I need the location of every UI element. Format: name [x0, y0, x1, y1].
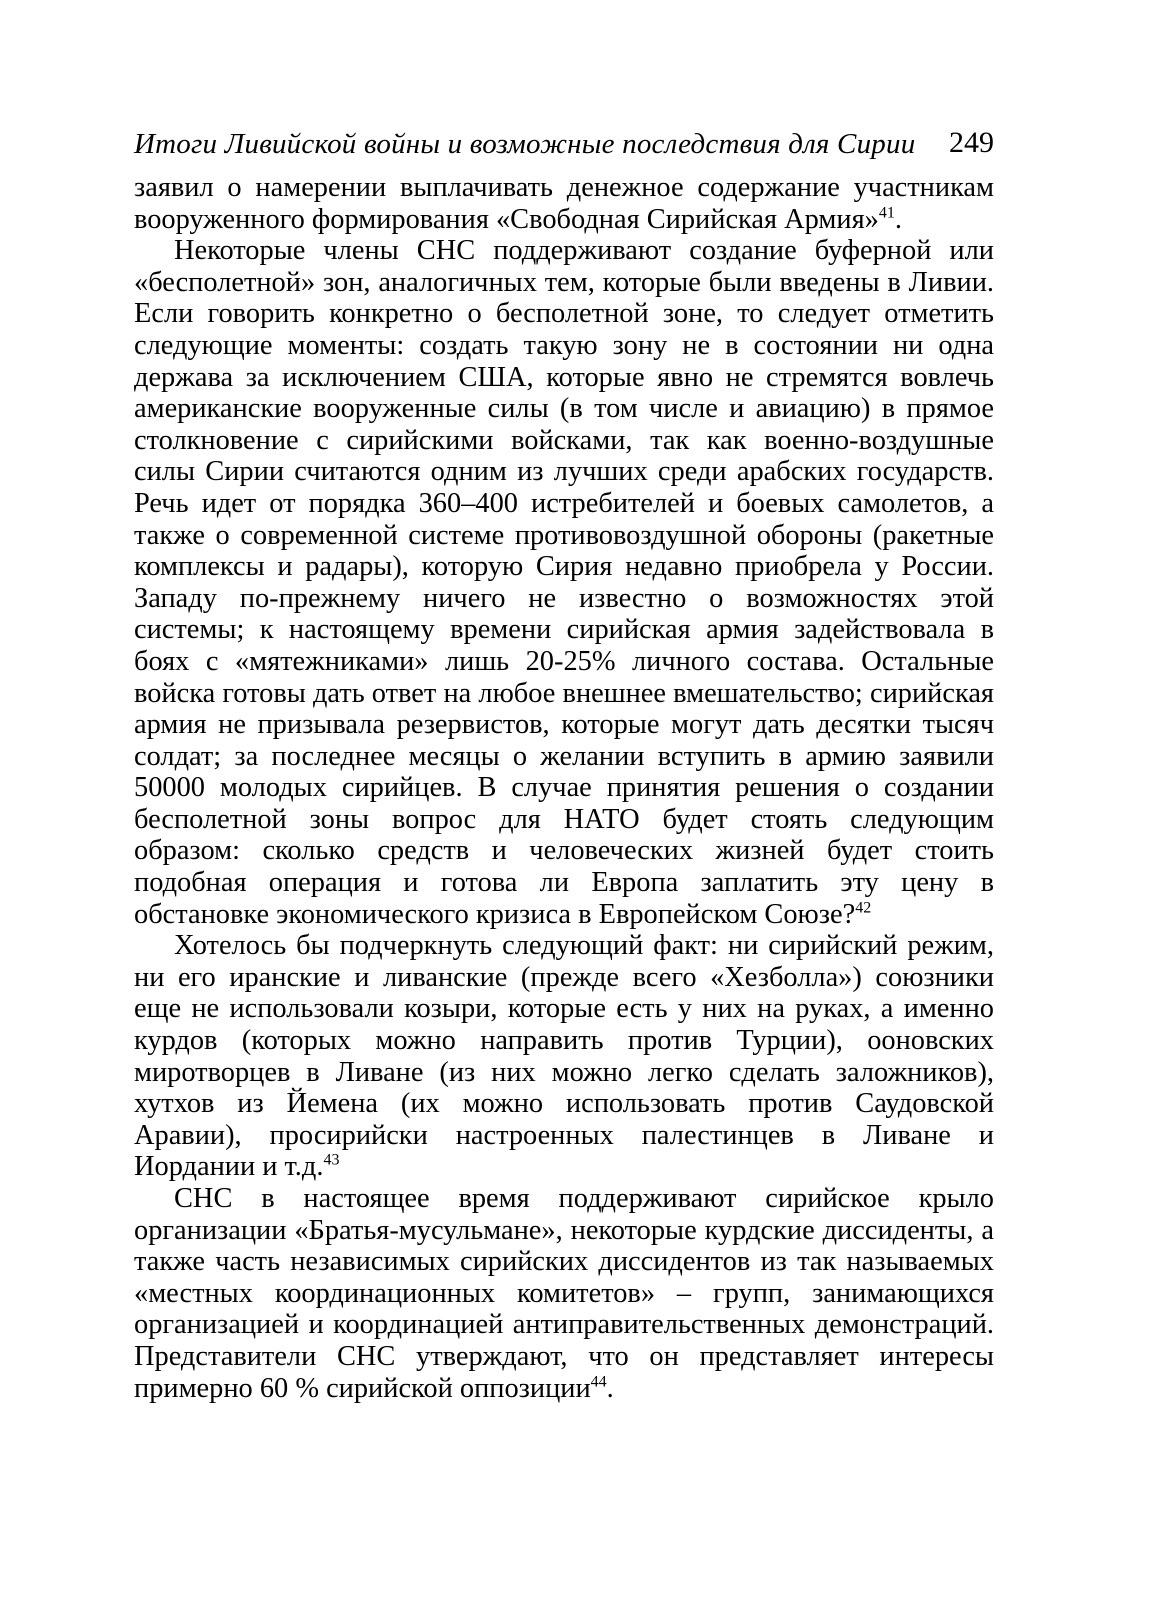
paragraph-1	[134, 172, 994, 235]
footnote-ref-41: 41	[878, 204, 895, 222]
footnote-ref-42: 42	[855, 899, 872, 917]
running-header	[134, 122, 994, 172]
running-title: Итоги Ливийской войны и возможные последствия для Сирии	[134, 128, 916, 160]
paragraph-text: заявил о намерении выплачивать денежное содержание участникам вооруженного формирования «Свободная Сирийская Армия»	[134, 172, 994, 235]
paragraph-tail: .	[894, 203, 902, 235]
paragraph-text: Некоторые члены СНС поддерживают создание буферной или «бесполетной» зон, аналогичных тем, которые были введены в Ливии. Если говорить конкретно о бесполетной зоне, то следует отметить следующие моменты: создать такую зону не в состоянии ни одна держава за исключением США, которые явно не стремятся вовлечь американские вооруженные силы (в том числе и авиацию) в прямое столкновение с сирийскими войсками, так как военно-воздушные силы Сирии считаются одним из лучших среди арабских государств. Речь идет от порядка 360–400 истребителей и боевых самолетов, а также о современной системе противовоздушной обороны (ракетные комплексы и радары), которую Сирия недавно приобрела у России. Западу по-прежнему ничего не известно о возможностях этой системы; к настоящему времени сирийская армия задействовала в боях с «мятежниками» лишь 20-25% личного состава. Остальные войска готовы дать ответ на любое внешнее вмешательство; сирийская армия не призывала резервистов, которые могут дать десятки тысяч солдат; за последнее месяцы о желании вступить в армию заявили 50000 молодых сирийцев. В случае принятия решения о создании бесполетной зоны вопрос для НАТО будет стоять следующим образом: сколько средств и человеческих жизней будет стоить подобная операция и готова ли Европа заплатить эту цену в обстановке экономического кризиса в Европейском Союзе?	[134, 235, 994, 930]
footnote-ref-43: 43	[323, 1151, 340, 1169]
paragraph-3	[134, 930, 994, 1183]
paragraph-text: СНС в настоящее время поддерживают сирийское крыло организации «Братья-мусульмане», некоторые курдские диссиденты, а также часть независимых сирийских диссидентов из так называемых «местных координационных комитетов» – групп, занимающихся организацией и координацией антиправительственных демонстраций. Представители СНС утверждают, что он представляет интересы примерно 60 % сирийской оппозиции	[134, 1183, 994, 1404]
book-page	[134, 122, 994, 1404]
footnote-ref-44: 44	[590, 1373, 607, 1391]
paragraph-4	[134, 1183, 994, 1404]
paragraph-2	[134, 235, 994, 930]
page-number: 249	[949, 126, 994, 159]
paragraph-tail: .	[606, 1372, 614, 1404]
body-text	[134, 172, 994, 1404]
paragraph-text: Хотелось бы подчеркнуть следующий факт: ни сирийский режим, ни его иранские и ливанские (прежде всего «Хезболла») союзники еще не использовали козыри, которые есть у них на руках, а именно курдов (которых можно направить против Турции), ооновских миротворцев в Ливане (из них можно легко сделать заложников), хутхов из Йемена (их можно использовать против Саудовской Аравии), просирийски настроенных палестинцев в Ливане и Иордании и т.д.	[134, 930, 994, 1183]
